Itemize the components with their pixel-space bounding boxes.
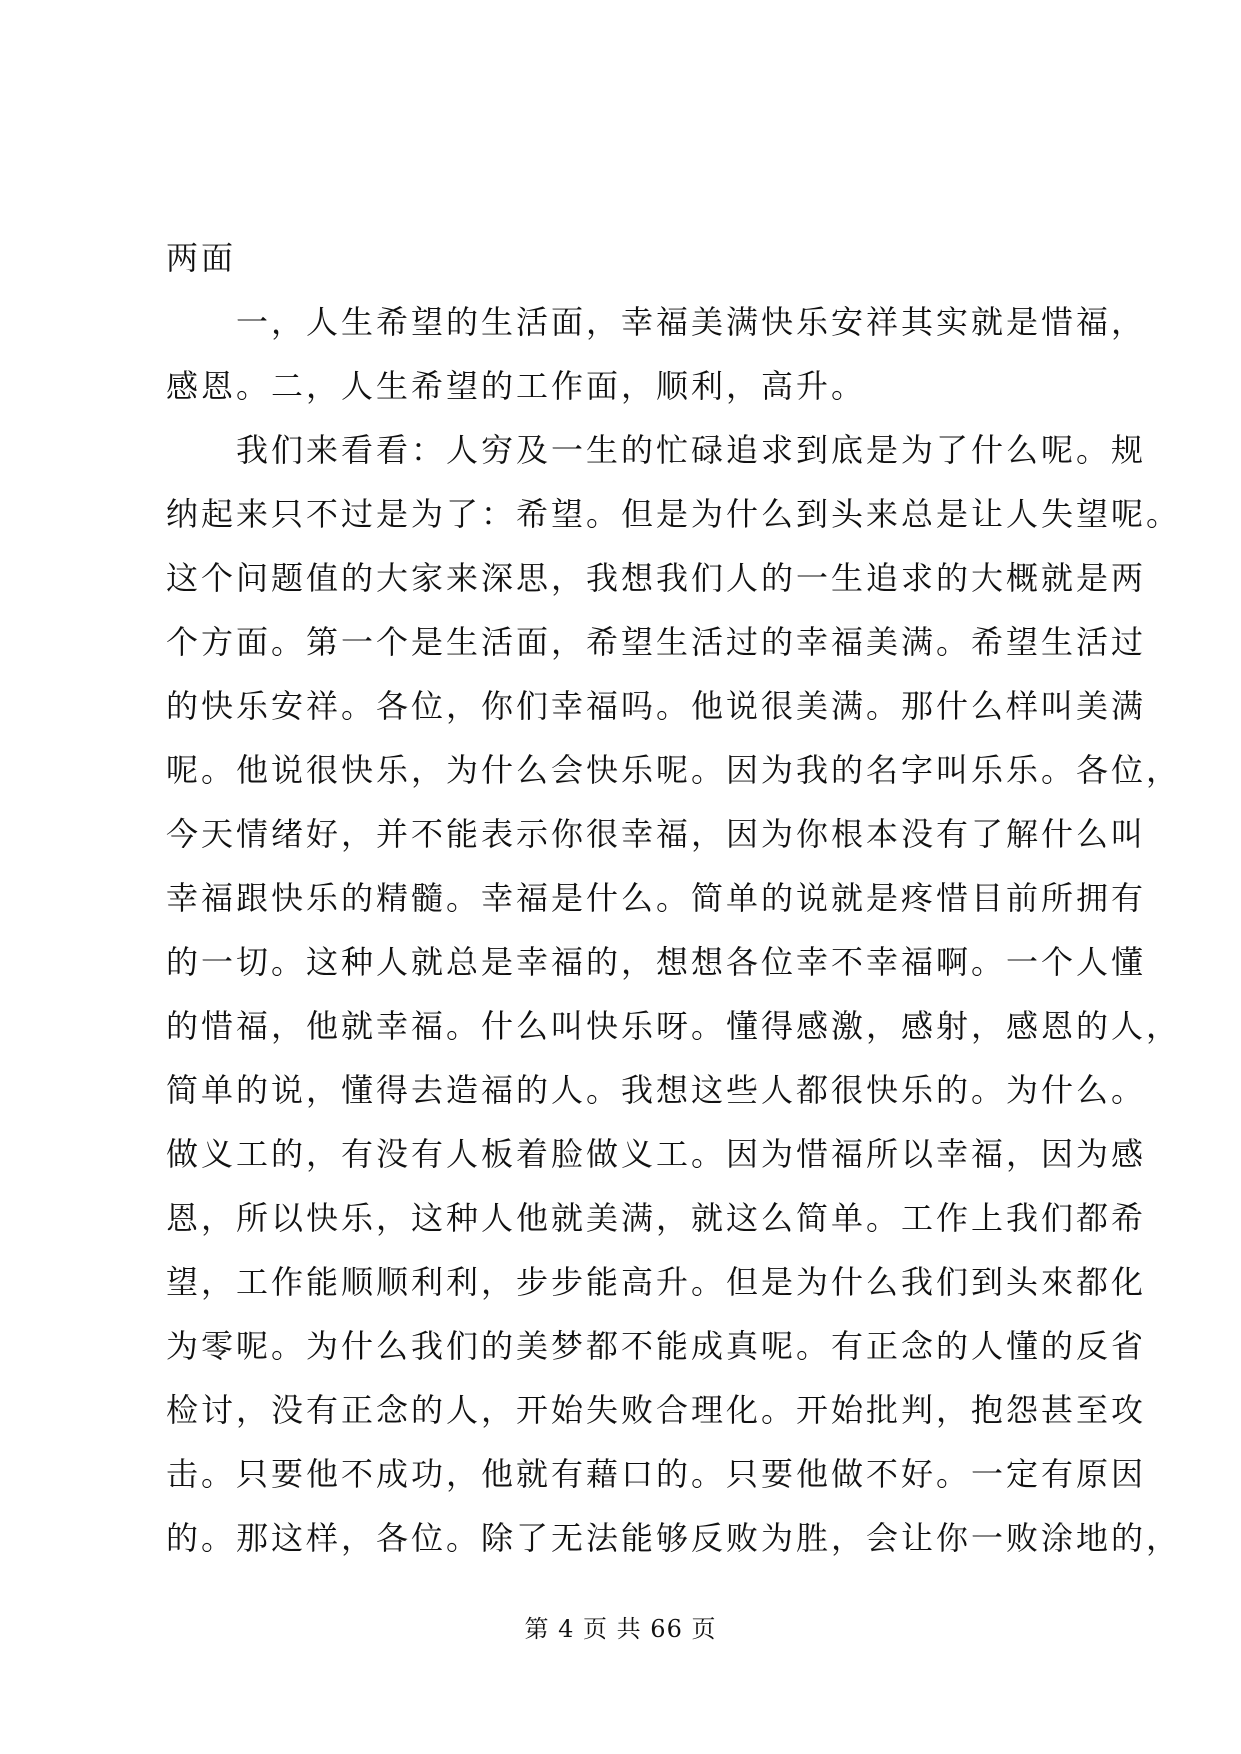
paragraph-line: 的惜福，他就幸福。什么叫快乐呀。懂得感激，感射，感恩的人， — [166, 1007, 1182, 1045]
paragraph-line: 的。那这样，各位。除了无法能够反败为胜，会让你一败涂地的， — [166, 1519, 1182, 1557]
paragraph-line: 纳起来只不过是为了：希望。但是为什么到头来总是让人失望呢。 — [166, 495, 1182, 533]
paragraph-line: 呢。他说很快乐，为什么会快乐呢。因为我的名字叫乐乐。各位， — [166, 751, 1182, 789]
paragraph-line: 今天情绪好，并不能表示你很幸福，因为你根本没有了解什么叫 — [166, 815, 1147, 853]
paragraph-line: 的快乐安祥。各位，你们幸福吗。他说很美满。那什么样叫美满 — [166, 687, 1147, 725]
paragraph-line: 这个问题值的大家来深思，我想我们人的一生追求的大概就是两 — [166, 559, 1147, 597]
paragraph-line: 简单的说，懂得去造福的人。我想这些人都很快乐的。为什么。 — [166, 1071, 1147, 1109]
paragraph-line: 击。只要他不成功，他就有藉口的。只要他做不好。一定有原因 — [166, 1455, 1147, 1493]
paragraph-line: 做义工的，有没有人板着脸做义工。因为惜福所以幸福，因为感 — [166, 1135, 1147, 1173]
paragraph-line: 检讨，没有正念的人，开始失败合理化。开始批判，抱怨甚至攻 — [166, 1391, 1147, 1429]
paragraph-line: 为零呢。为什么我们的美梦都不能成真呢。有正念的人懂的反省 — [166, 1327, 1147, 1365]
paragraph-line: 望，工作能顺顺利利，步步能高升。但是为什么我们到头來都化 — [166, 1263, 1147, 1301]
paragraph-line: 的一切。这种人就总是幸福的，想想各位幸不幸福啊。一个人懂 — [166, 943, 1147, 981]
paragraph-line: 一，人生希望的生活面，幸福美满快乐安祥其实就是惜福， — [236, 303, 1147, 341]
document-body — [166, 226, 1182, 1570]
page-number-label: 第 4 页 共 66 页 — [524, 1615, 717, 1643]
paragraph-line: 恩，所以快乐，这种人他就美满，就这么简单。工作上我们都希 — [166, 1199, 1147, 1237]
paragraph-line: 我们来看看：人穷及一生的忙碌追求到底是为了什么呢。规 — [236, 431, 1147, 469]
page-footer — [0, 1613, 1241, 1645]
paragraph-line: 个方面。第一个是生活面，希望生活过的幸福美满。希望生活过 — [166, 623, 1147, 661]
heading-line: 两面 — [166, 239, 237, 277]
paragraph-line: 感恩。二，人生希望的工作面，顺利，高升。 — [166, 367, 867, 405]
paragraph-1 — [166, 290, 1147, 418]
paragraph-2 — [166, 418, 1182, 1570]
paragraph-line: 幸福跟快乐的精髓。幸福是什么。简单的说就是疼惜目前所拥有 — [166, 879, 1147, 917]
